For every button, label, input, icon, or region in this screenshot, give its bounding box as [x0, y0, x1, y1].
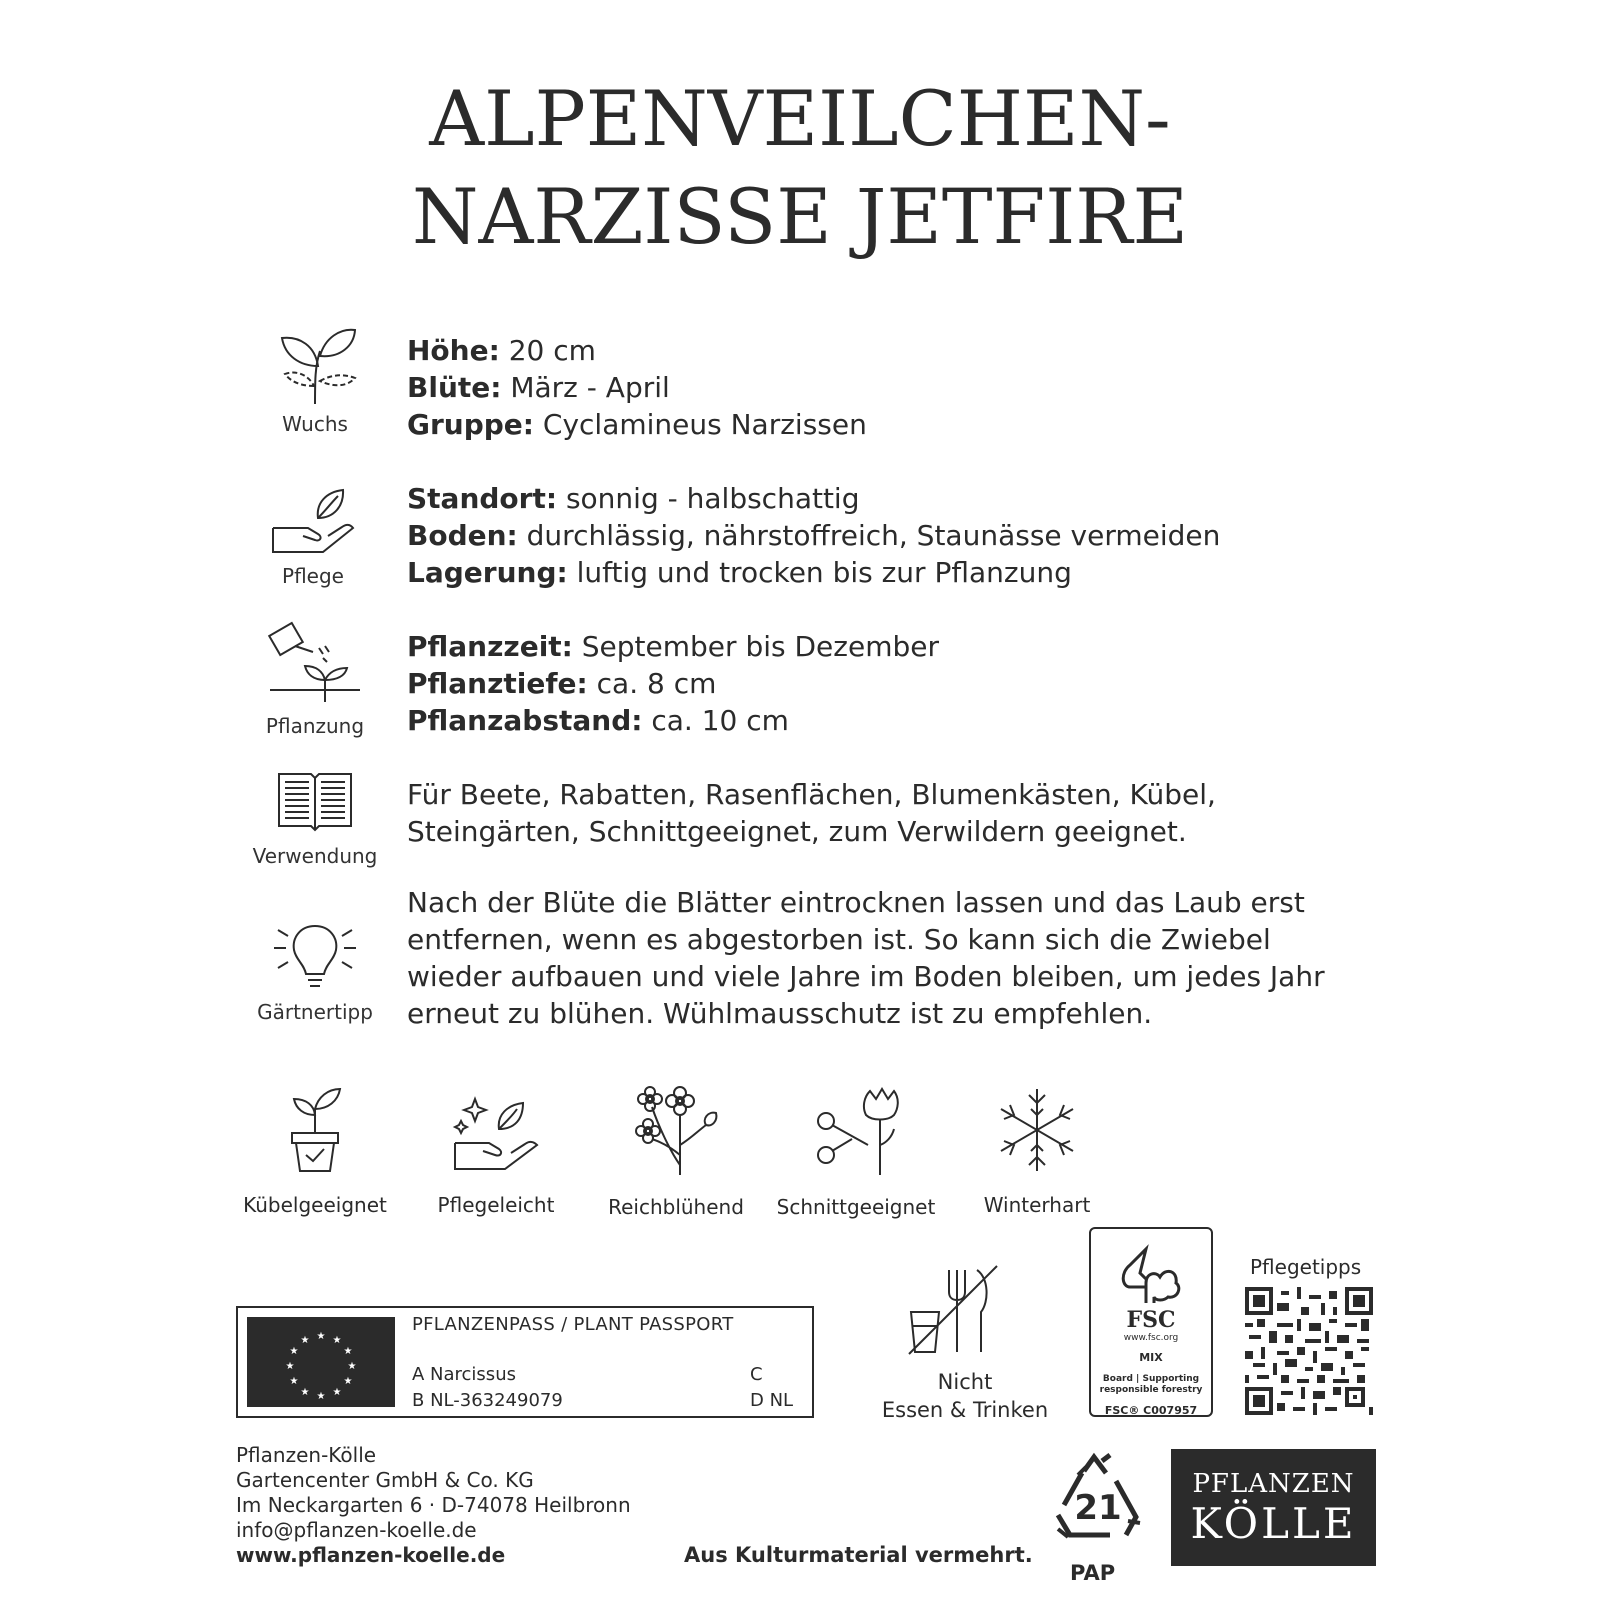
pflege-info [407, 480, 1220, 591]
text-line: wieder aufbauen und viele Jahre im Boden bleiben, um jedes Jahr [407, 960, 1325, 993]
plant-leaves-icon [270, 326, 360, 406]
info-row: Boden: durchlässig, nährstoffreich, Staunässe vermeiden [407, 519, 1221, 552]
fsc-mix: MIX [1139, 1351, 1163, 1364]
passport-c: C [750, 1364, 763, 1385]
plant-passport [236, 1306, 814, 1418]
email-link[interactable]: info@pflanzen-koelle.de [236, 1518, 477, 1542]
snowflake-icon [992, 1085, 1082, 1175]
info-row: Standort: sonnig - halbschattig [407, 482, 860, 515]
company-address [236, 1443, 631, 1568]
feature-label: Reichblühend [608, 1195, 744, 1219]
svg-text:★: ★ [300, 1387, 310, 1398]
passport-b: B NL-363249079 [412, 1390, 563, 1411]
info-row: Höhe: 20 cm [407, 334, 596, 367]
title-line-2: NARZISSE JETFIRE [412, 172, 1188, 261]
text-line: Steingärten, Schnittgeeignet, zum Verwildern geeignet. [407, 815, 1187, 848]
gaertnertipp-text [407, 884, 1325, 1032]
fsc-board-1: Board | Supporting [1102, 1374, 1200, 1384]
logo-line-2: KÖLLE [1190, 1499, 1357, 1548]
wuchs-info [407, 332, 867, 443]
address-line: Gartencenter GmbH & Co. KG [236, 1468, 534, 1492]
svg-text:★: ★ [332, 1387, 342, 1398]
text-line: erneut zu blühen. Wühlmausschutz ist zu empfehlen. [407, 997, 1153, 1030]
text-line: Für Beete, Rabatten, Rasenflächen, Blumenkästen, Kübel, [407, 778, 1216, 811]
warning-line-1: Nicht [937, 1370, 993, 1394]
passport-a: A Narcissus [412, 1364, 516, 1385]
hand-sparkle-icon [451, 1085, 541, 1175]
wuchs-label: Wuchs [282, 412, 348, 436]
watering-can-icon [265, 618, 365, 708]
fsc-url: www.fsc.org [1123, 1333, 1179, 1343]
gaertnertipp-section-icon [240, 918, 390, 1024]
svg-text:★: ★ [332, 1335, 342, 1346]
svg-text:★: ★ [285, 1361, 295, 1372]
title-line-1: ALPENVEILCHEN- [429, 74, 1171, 163]
svg-text:★: ★ [289, 1346, 299, 1357]
qr-code[interactable] [1245, 1287, 1373, 1419]
logo-line-1: PFLANZEN [1192, 1469, 1355, 1499]
info-row: Pflanzabstand: ca. 10 cm [407, 704, 789, 737]
svg-text:★: ★ [343, 1346, 353, 1357]
fsc-name: FSC [1126, 1307, 1176, 1333]
brand-logo [1171, 1449, 1376, 1566]
feature-schnittgeeignet [771, 1085, 941, 1219]
verwendung-label: Verwendung [252, 844, 378, 868]
pflanzung-section-icon [240, 618, 390, 738]
text-line: entfernen, wenn es abgestorben ist. So kann sich die Zwiebel [407, 923, 1271, 956]
feature-label: Schnittgeeignet [776, 1195, 936, 1219]
feature-kuebelgeeignet [230, 1085, 400, 1217]
svg-text:★: ★ [316, 1331, 326, 1342]
fsc-board-2: responsible forestry [1099, 1385, 1203, 1395]
scissors-tulip-icon [808, 1085, 904, 1177]
pflanzung-label: Pflanzung [265, 714, 365, 738]
feature-label: Kübelgeeignet [243, 1193, 387, 1217]
recycle-icon [1050, 1451, 1146, 1559]
verwendung-text [407, 776, 1216, 850]
info-row: Pflanzzeit: September bis Dezember [407, 630, 939, 663]
svg-text:21: 21 [1074, 1488, 1122, 1528]
text-line: Nach der Blüte die Blätter eintrocknen lassen und das Laub erst [407, 886, 1305, 919]
gaertnertipp-label: Gärtnertipp [257, 1000, 373, 1024]
recycle-code: PAP [1070, 1561, 1116, 1585]
qr-label: Pflegetipps [1250, 1255, 1362, 1279]
qr-code-icon [1245, 1287, 1373, 1415]
feature-winterhart [952, 1085, 1122, 1217]
wuchs-section-icon [240, 326, 390, 436]
flowers-icon [628, 1085, 724, 1177]
feature-label: Pflegeleicht [437, 1193, 555, 1217]
verwendung-section-icon [240, 770, 390, 868]
passport-d: D NL [750, 1390, 794, 1411]
svg-text:★: ★ [289, 1376, 299, 1387]
propagation-note: Aus Kulturmaterial vermehrt. [684, 1543, 1033, 1567]
fsc-code: FSC® C007957 [1104, 1404, 1198, 1417]
feature-reichbluehend [591, 1085, 761, 1219]
book-icon [275, 770, 355, 834]
page-title [0, 70, 1600, 266]
feature-pflegeleicht [411, 1085, 581, 1217]
svg-text:★: ★ [300, 1335, 310, 1346]
pflege-label: Pflege [282, 564, 344, 588]
passport-title: PFLANZENPASS / PLANT PASSPORT [412, 1314, 734, 1335]
fsc-tree-icon [1116, 1243, 1186, 1305]
hand-leaf-icon [268, 488, 358, 558]
website-link[interactable]: www.pflanzen-koelle.de [236, 1543, 506, 1567]
address-line: Im Neckargarten 6 · D-74078 Heilbronn [236, 1493, 631, 1517]
info-row: Gruppe: Cyclamineus Narzissen [407, 408, 867, 441]
address-line: Pflanzen-Kölle [236, 1443, 377, 1467]
pflege-section-icon [238, 488, 388, 588]
warning-line-2: Essen & Trinken [881, 1398, 1049, 1422]
svg-text:★: ★ [316, 1391, 326, 1402]
info-row: Lagerung: luftig und trocken bis zur Pflanzung [407, 556, 1072, 589]
not-edible-warning [870, 1368, 1060, 1424]
info-row: Pflanztiefe: ca. 8 cm [407, 667, 717, 700]
svg-text:★: ★ [347, 1361, 357, 1372]
fsc-label [1089, 1227, 1213, 1417]
feature-label: Winterhart [983, 1193, 1091, 1217]
info-row: Blüte: März - April [407, 371, 670, 404]
pflanzung-info [407, 628, 939, 739]
svg-text:★: ★ [343, 1376, 353, 1387]
no-eat-drink-icon [905, 1262, 1001, 1360]
eu-flag-icon [247, 1317, 395, 1407]
light-bulb-icon [270, 918, 360, 994]
potted-plant-icon [280, 1085, 350, 1175]
